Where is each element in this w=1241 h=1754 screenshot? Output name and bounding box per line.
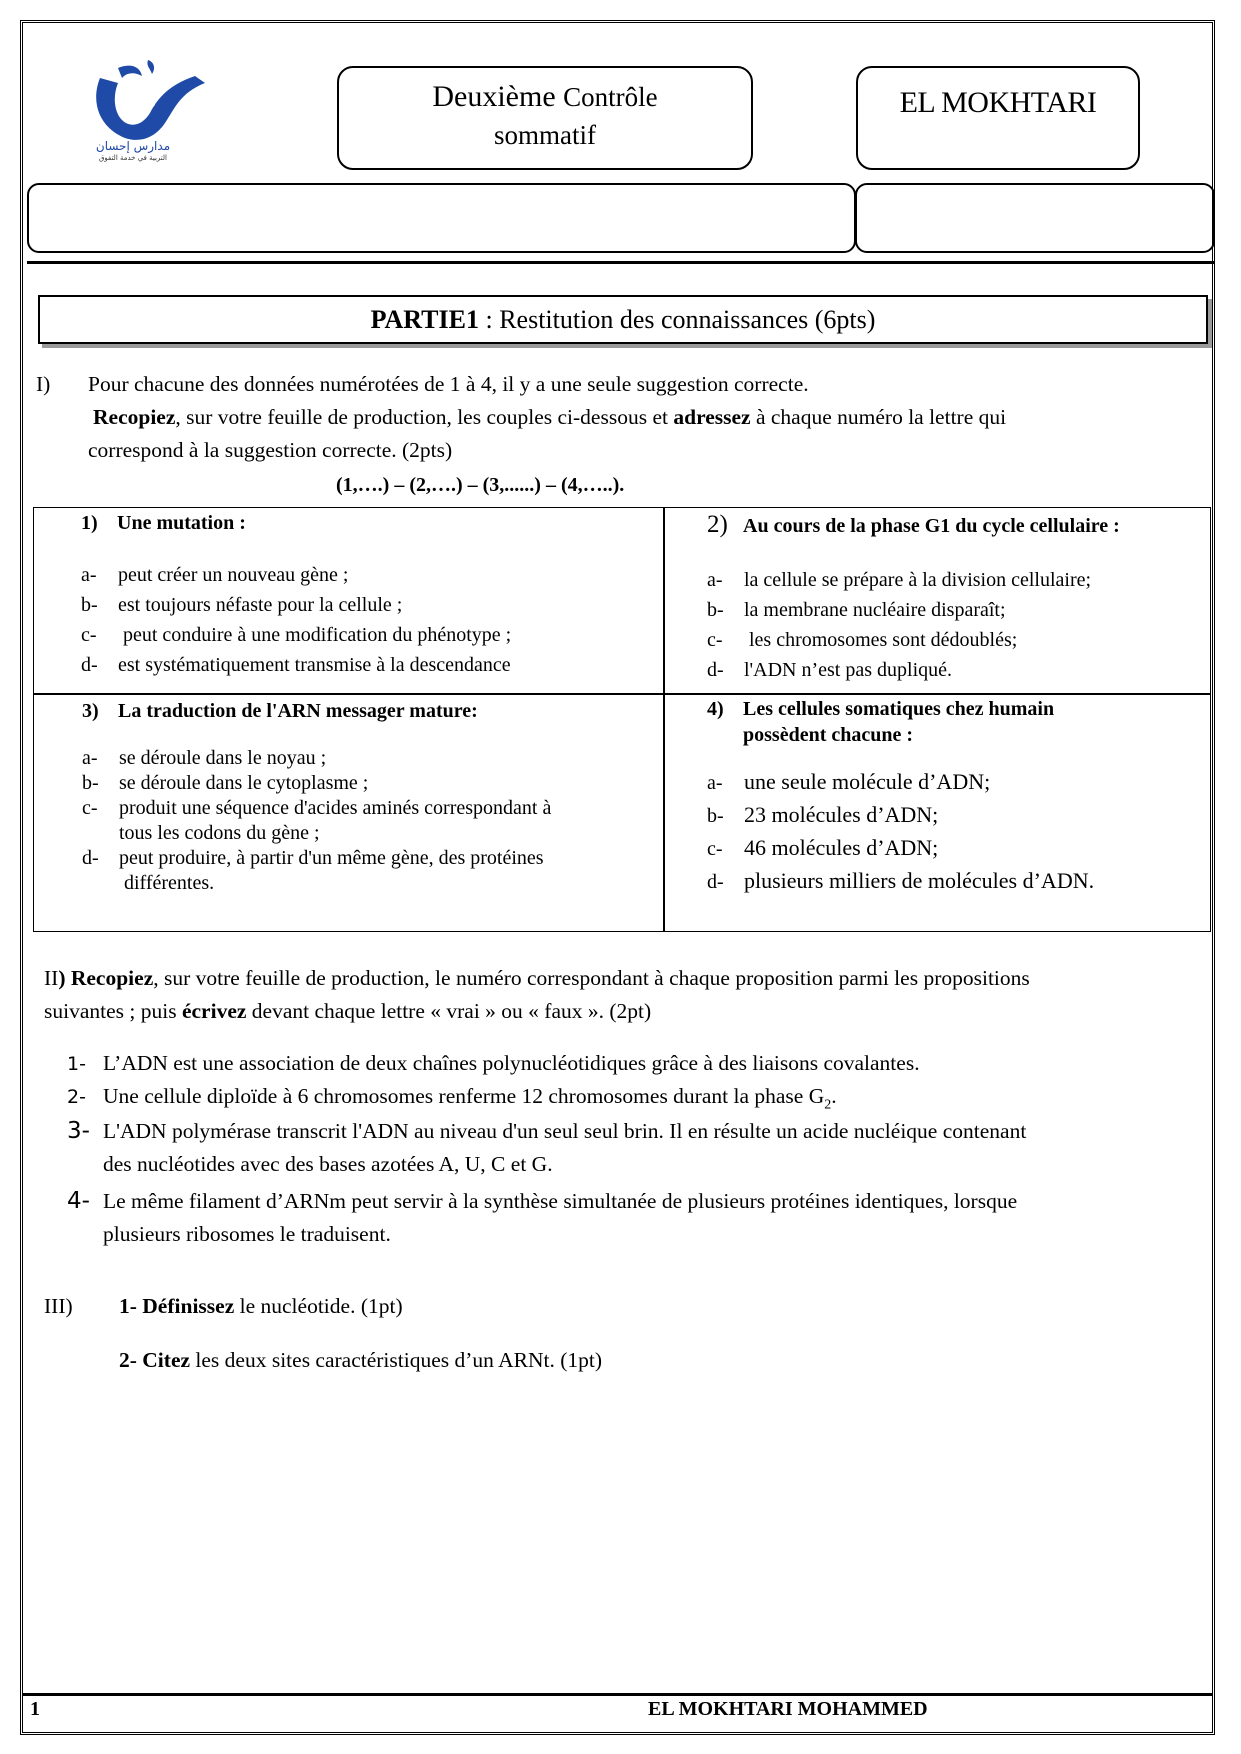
section1-line1: Pour chacune des données numérotées de 1 à 4, il y a une seule suggestion correcte.: [88, 372, 809, 396]
section2-intro-text1: , sur votre feuille de production, le numéro correspondant à chaque proposition parmi les propositions: [153, 966, 1030, 990]
option-item: d- est systématiquement transmise à la descendance: [81, 654, 511, 676]
question-title: 3) La traduction de l'ARN messager mature:: [82, 700, 478, 722]
option-item: d- l'ADN n’est pas dupliqué.: [707, 659, 953, 681]
partie-separator: :: [478, 305, 500, 334]
author-box: [856, 66, 1140, 170]
question-cell-3: [82, 696, 551, 896]
section3-item-1: 1- Définissez le nucléotide. (1pt): [119, 1294, 403, 1318]
logo-caption-main: مدارس إحسان: [95, 139, 171, 153]
exam-title-line1: [339, 78, 751, 116]
exam-title-box: [337, 66, 753, 170]
section1-verb-recopiez: Recopiez: [93, 405, 176, 429]
option-item: d- peut produire, à partir d'un même gène, des protéines différentes.: [82, 847, 544, 894]
exam-title-word2: Contrôle: [563, 82, 658, 112]
partie-banner: [38, 295, 1208, 344]
section2-verb-recopiez: ) Recopiez: [58, 966, 154, 990]
option-item: b- est toujours néfaste pour la cellule ;: [81, 594, 403, 616]
section3-numeral: III): [44, 1294, 73, 1318]
question-title: 4) Les cellules somatiques chez humain possèdent chacune :: [707, 698, 1055, 746]
score-field[interactable]: [855, 183, 1215, 253]
question-table: [33, 507, 1211, 932]
table-row-divider: [34, 693, 1210, 695]
section2-verb-ecrivez: écrivez: [181, 999, 247, 1023]
section1-line2-text1: , sur votre feuille de production, les couples ci-dessous et: [175, 405, 674, 429]
author-name: EL MOKHTARI: [899, 86, 1097, 119]
exam-title-line2: sommatif: [494, 120, 596, 150]
option-item: b- 23 molécules d’ADN;: [707, 802, 939, 827]
option-item: c- 46 molécules d’ADN;: [707, 835, 939, 860]
footer-divider: [23, 1693, 1212, 1696]
option-item: c- peut conduire à une modification du phénotype ;: [81, 624, 512, 646]
option-item: a- peut créer un nouveau gène ;: [81, 564, 349, 586]
statement-item-4: 4- Le même filament d’ARNm peut servir à la synthèse simultanée de plusieurs protéines identiques, lorsque plusieurs ribosomes le traduisent.: [67, 1188, 1018, 1246]
page-number: 1: [30, 1698, 40, 1720]
statement-item-1: 1- L’ADN est une association de deux chaînes polynucléotidiques grâce à des liaisons covalantes.: [67, 1051, 920, 1075]
student-info-field[interactable]: [27, 183, 856, 253]
answer-template: (1,….) – (2,….) – (3,......) – (4,…..).: [336, 474, 625, 496]
footer-author: EL MOKHTARI MOHAMMED: [648, 1698, 928, 1720]
section2-intro-line2: [44, 995, 651, 1028]
statement-item-2: 2- Une cellule diploïde à 6 chromosomes renferme 12 chromosomes durant la phase $G_2$.: [67, 1084, 837, 1113]
question-cell-1: [81, 508, 511, 680]
question-cell-4: [707, 696, 1094, 898]
option-item: a- la cellule se prépare à la division cellulaire;: [707, 569, 1092, 591]
exam-title-word1: Deuxième: [432, 80, 556, 113]
statement-item-3: 3- L'ADN polymérase transcrit l'ADN au niveau d'un seul seul brin. Il en résulte un acide nucléique contenant des nucléotides avec des bases azotées A, U, C et G.: [67, 1118, 1027, 1176]
logo-caption-sub: التربية في خدمة التفوق: [98, 154, 167, 162]
header-divider: [27, 261, 1215, 264]
section2-intro-text2b: devant chaque lettre « vrai » ou « faux ». (2pt): [246, 999, 652, 1023]
option-item: c- produit une séquence d'acides aminés correspondant à tous les codons du gène ;: [82, 797, 552, 844]
partie-label: PARTIE1: [370, 305, 479, 334]
table-column-divider: [663, 508, 665, 931]
option-item: d- plusieurs milliers de molécules d’ADN.: [707, 868, 1095, 893]
section1-line2: [93, 401, 1006, 434]
option-item: a- une seule molécule d’ADN;: [707, 769, 991, 794]
question-cell-2: [707, 508, 1120, 685]
partie-title: Restitution des connaissances (6pts): [499, 305, 876, 334]
section2-intro-line1: [44, 962, 1030, 995]
section1-verb-adressez: adressez: [673, 405, 751, 429]
section1-line2-text2: à chaque numéro la lettre qui: [750, 405, 1007, 429]
question-title: 1) Une mutation :: [81, 512, 246, 534]
section2-intro-text2a: suivantes ; puis: [44, 999, 182, 1023]
section2-numeral: II: [44, 966, 59, 990]
section1-line3: correspond à la suggestion correcte. (2pts): [88, 438, 453, 462]
option-item: c- les chromosomes sont dédoublés;: [707, 629, 1018, 651]
option-item: b- la membrane nucléaire disparaît;: [707, 599, 1006, 621]
section3-item-2: 2- Citez les deux sites caractéristiques d’un ARNt. (1pt): [119, 1348, 603, 1372]
logo-caption: [78, 140, 188, 164]
section1-numeral: I): [36, 372, 51, 396]
option-item: b- se déroule dans le cytoplasme ;: [82, 772, 369, 794]
question-title: 2) Au cours de la phase G1 du cycle cellulaire :: [707, 511, 1120, 538]
option-item: a- se déroule dans le noyau ;: [82, 747, 327, 769]
